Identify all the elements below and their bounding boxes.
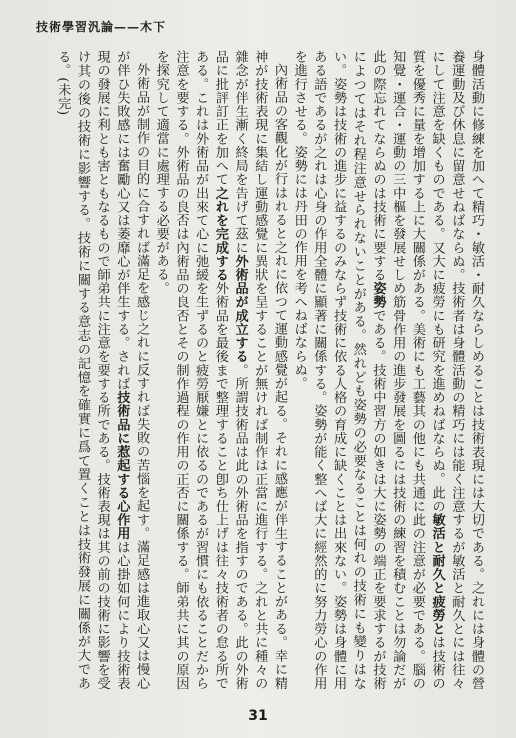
- text-run: 然的に努力勞心の作用を進行させる。姿勢には丹田の作用を考へねばならぬ。: [291, 50, 327, 690]
- emphasized-term: 技術品に惹起する心作用: [114, 390, 130, 541]
- emphasized-term: 敏活と耐久と疲勞と: [429, 512, 445, 636]
- paragraph: [151, 50, 289, 690]
- paragraph: [289, 50, 486, 690]
- running-head: 技術學習汎論——木下: [36, 20, 167, 34]
- page-number: 31: [248, 708, 268, 724]
- text-run: である。又大に疲勞にも研究を進めねばならぬ。此の: [429, 186, 445, 513]
- text-run: 漸く終局を告げて茲に: [232, 118, 248, 255]
- emphasized-term: 外術品が成立する: [232, 254, 248, 364]
- body-text: [38, 50, 486, 690]
- emphasized-term: 姿勢: [370, 281, 386, 309]
- text-run: は技術の質を優秀に量を增加する上に大關係がある。美術にも工藝其の他にも共通に此の注意が必要である。腦の知覺・運合・運動の三中樞を發展せしめ筋骨作用の進步發展を圖るには技術の練習を積むことは勿論だが此の際忘れてならぬのは技術に要する: [370, 50, 445, 690]
- text-run: 。所謂技術品は此の外術品を指すのである。此の外術品に批評訂正を加へて: [212, 50, 248, 690]
- text-run: 身體活動に修練を加へて精巧・敏活・耐久ならしめることは技術表現には大切である。之れには身體の營養運動及び休息に留意せねばならぬ。技術者は身體活動の精巧には能く注意するが敏活と耐久とには往々にして注意を缺くもの: [429, 50, 484, 690]
- text-run: 內術品の客觀化が行はれると之れに依つて運動感覺が起る。それに感應が伴生することがある。幸に精神が技術表現に集結し運動感覺に異狀を呈することが無ければ制作は正當に進行する。之れと共に種々の雜念が伴生: [232, 50, 287, 690]
- paragraph: [53, 50, 152, 690]
- text-run: は心掛如何により技術表現の發展に利とも害ともなるもので師弟共に注意を要する所である。技術表現は其の前の技術に影響を受け其の後の技術に影響する。技術に關する意志の記憶を確實に爲て置くことは技術發展に關係が大である。(未完): [55, 50, 130, 690]
- emphasized-term: 之れを完成する: [212, 186, 228, 282]
- text-run: 外術品を最後まで整理すること卽ち仕上げは往々技術者の怠る所である。これは外術品が出來て心に弛緩を生ずるのと疲勞厭嫌とに依るのであるが習慣にも依ることだから注意を要する。外術品の良否は內術品の良否とその制作過程の作用の正否に關係する。師弟共に其の原因を探究して適當に處理する必要がある。: [153, 50, 228, 690]
- text-run: 外術品が制作の目的に合すれば滿足を感じ之れに反すれば失敗の苦惱を起す。滿足感は進取心又は慢心が伴ひ失敗感には奮勵心又は萎靡心が伴生する。されば: [114, 50, 150, 690]
- text-run: である。技術中習方の如きは大に姿勢の端正を要求するが技術によつてはそれ程注意せられないことがある。然れども姿勢の必要なることは何れの技術にも變りはない。姿勢は技術の進步に益するのみならず技術に依る人格の育成に缺くことは出來ない。姿勢は身體に用ある語であるが之れは心身の作用全體に顯著に關係する。姿勢が能く整へば大に經: [311, 50, 386, 690]
